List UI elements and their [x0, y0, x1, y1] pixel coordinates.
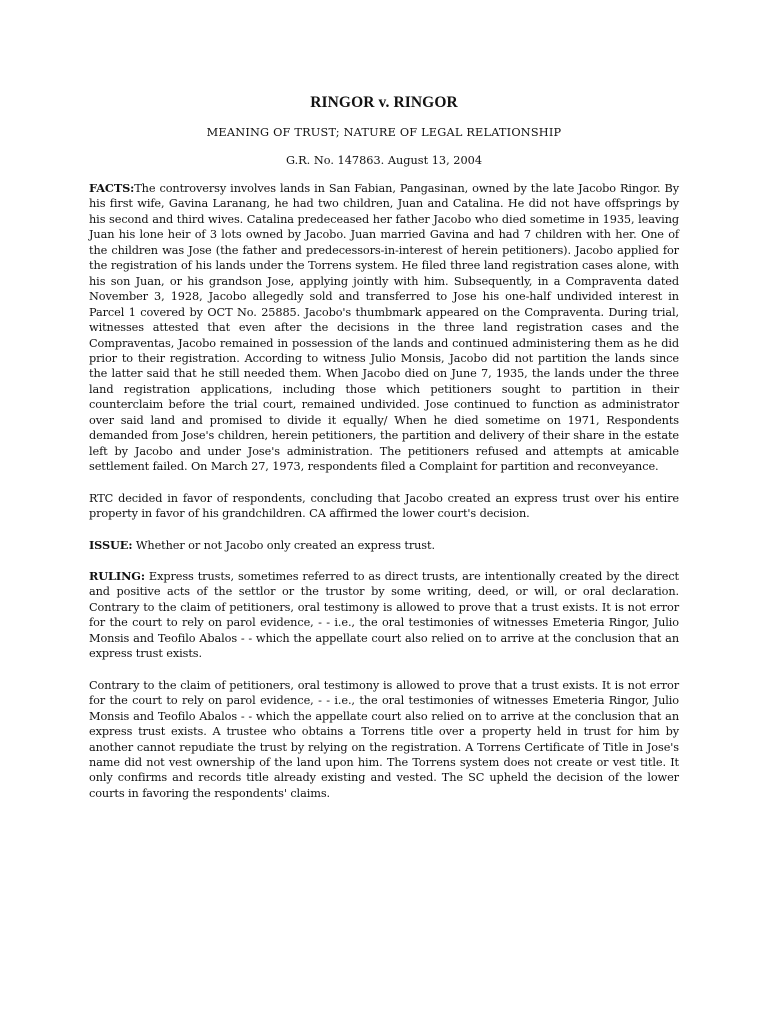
rtc-paragraph: RTC decided in favor of respondents, concluding that Jacobo created an express trust over his entire property in favor of his grandchildren. CA affirmed the lower court's decision.	[89, 491, 679, 521]
facts-label: FACTS:	[89, 181, 135, 195]
facts-text: The controversy involves lands in San Fabian, Pangasinan, owned by the late Jacobo Ringor. By his first wife, Gavina Laranang, he had two children, Juan and Catalina. He did not have offsprings by his second and third wives. Catalina predeceased her father Jacobo who died sometime in 1935, leaving Juan his lone heir of 3 lots owned by Jacobo. Juan married Gavina and had 7 children with her. One of the children was Jose (the father and predecessors-in-interest of herein petitioners). Jacobo applied for the registration of his lands under the Torrens system. He filed three land registration cases alone, with his son Juan, or his grandson Jose, applying jointly with him. Subsequently, in a Compraventa dated November 3, 1928, Jacobo allegedly sold and transferred to Jose his one-half undivided interest in Parcel 1 covered by OCT No. 25885. Jacobo's thumbmark appeared on the Compraventa. During trial, witnesses attested that even after the decisions in the three land registration cases and the Compraventas, Jacobo remained in possession of the lands and continued administering them as he did prior to their registration. According to witness Julio Monsis, Jacobo did not partition the lands since the latter said that he still needed them. When Jacobo died on June 7, 1935, the lands under the three land registration applications, including those which petitioners sought to partition in their counterclaim before the trial court, remained undivided. Jose continued to function as administrator over said land and promised to divide it equally/ When he died sometime on 1971, Respondents demanded from Jose's children, herein petitioners, the partition and delivery of their share in the estate left by Jacobo and under Jose's administration. The petitioners refused and attempts at amicable settlement failed. On March 27, 1973, respondents filed a Complaint for partition and reconveyance.	[89, 182, 679, 474]
issue-text: Whether or not Jacobo only created an express trust.	[135, 538, 435, 552]
issue-label: ISSUE:	[89, 537, 133, 552]
conclusion-paragraph: Contrary to the claim of petitioners, oral testimony is allowed to prove that a trust exists. It is not error for the court to rely on parol evidence, - - i.e., the oral testimonies of witnesses Emeteria Ringor, Julio Monsis and Teofilo Abalos - - which the appellate court also relied on to arrive at the conclusion that an express trust exists. A trustee who obtains a Torrens title over a property held in trust for him by another cannot repudiate the trust by relying on the registration. A Torrens Certificate of Title in Jose's name did not vest ownership of the land upon him. The Torrens system does not create or vest title. It only confirms and records title already existing and vested. The SC upheld the decision of the lower courts in favoring the respondents' claims.	[89, 678, 679, 800]
case-subtitle: MEANING OF TRUST; NATURE OF LEGAL RELATIONSHIP	[206, 126, 562, 139]
case-number: G.R. No. 147863. August 13, 2004	[285, 154, 483, 167]
ruling-text: Express trusts, sometimes referred to as direct trusts, are intentionally created by the direct and positive acts of the settlor or the trustor by some writing, deed, or will, or oral declaration. Contrary to the claim of petitioners, oral testimony is allowed to prove that a trust exists. It is not error for the court to rely on parol evidence, - - i.e., the oral testimonies of witnesses Emeteria Ringor, Julio Monsis and Teofilo Abalos - - which the appellate court also relied on to arrive at the conclusion that an express trust exists.	[89, 569, 679, 661]
facts-paragraph	[89, 181, 679, 475]
ruling-label: RULING:	[89, 568, 145, 583]
case-title: RINGOR v. RINGOR	[310, 94, 458, 111]
issue-paragraph	[89, 538, 679, 553]
ruling-paragraph	[89, 569, 679, 662]
document-body	[89, 93, 679, 817]
